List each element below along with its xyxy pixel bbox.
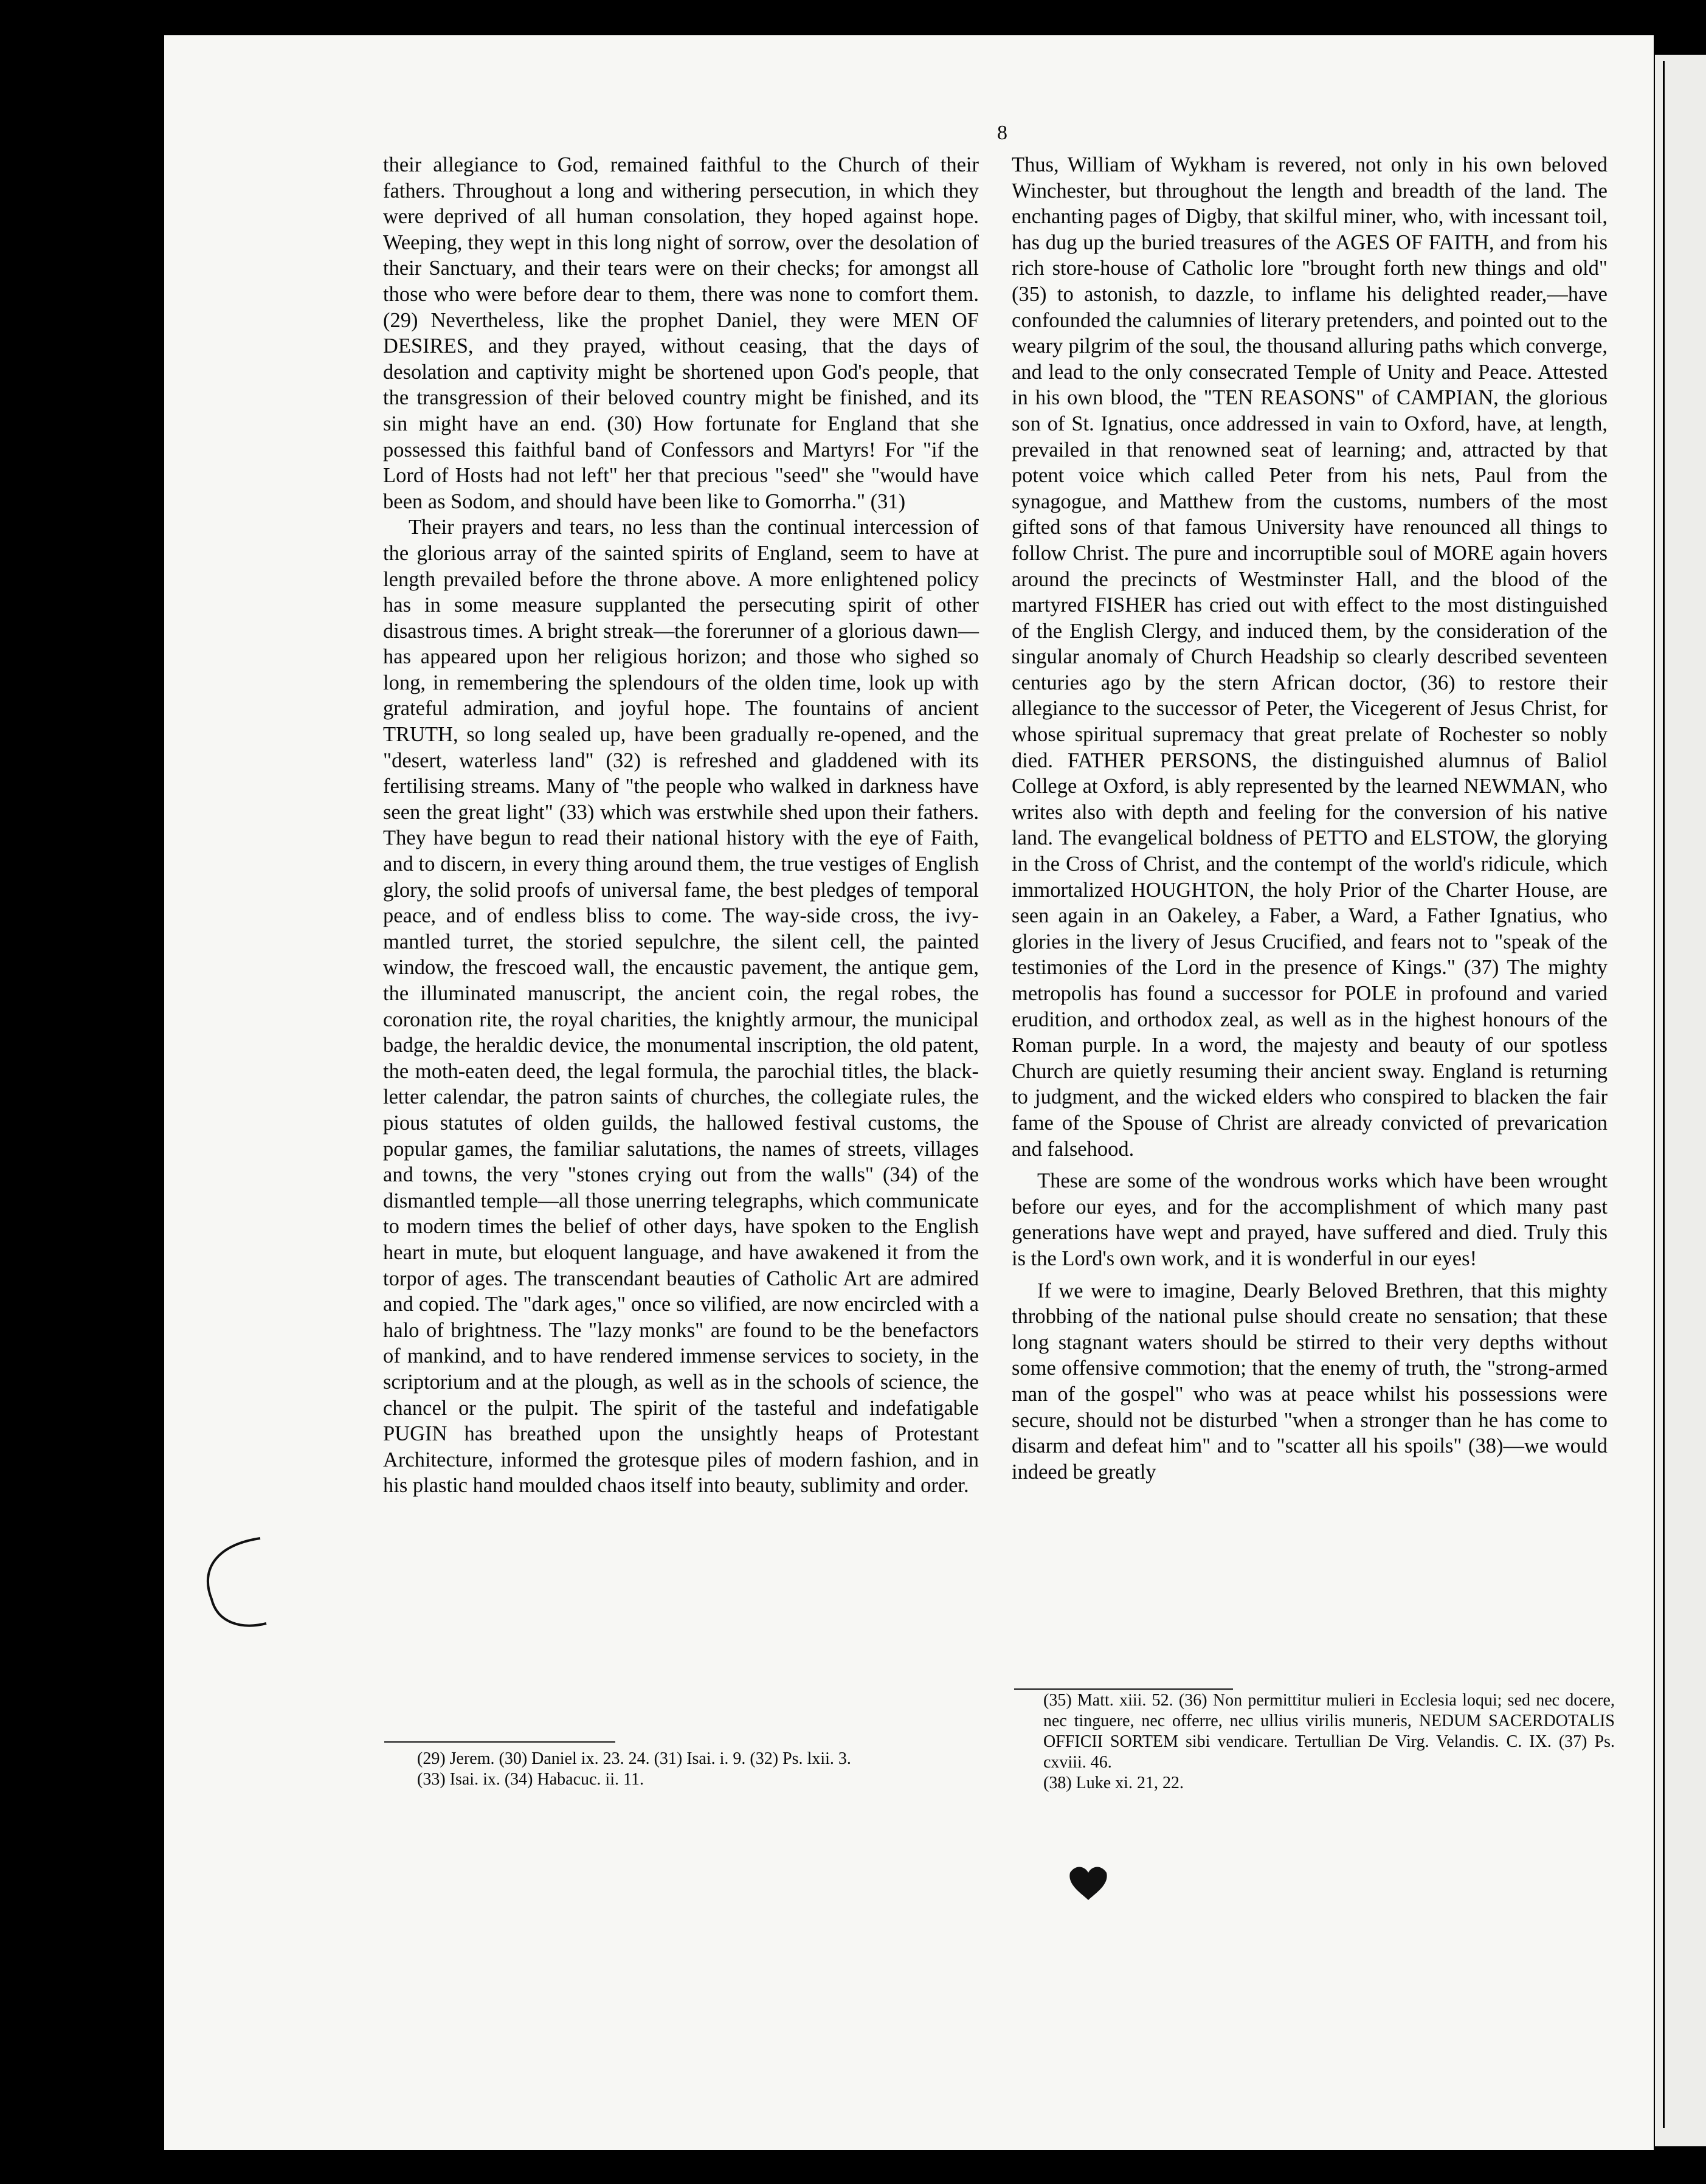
footnote-line: (35) Matt. xiii. 52. (36) Non permittitur mulieri in Ecclesia loqui; sed nec docere, nec tinguere, nec offerre, nec ullius virilis muneris, NEDUM SACERDOTALIS OFFICII SORTEM sibi vendicare. Tertullian De Virg. Velandis. C. IX. (37) Ps. cxviii. 46.: [1043, 1691, 1615, 1772]
footnotes-right: [1043, 1690, 1615, 1794]
folded-corner: [0, 2006, 97, 2110]
footnote-rule: [384, 1741, 615, 1743]
footnote-line: (33) Isai. ix. (34) Habacuc. ii. 11.: [417, 1770, 644, 1789]
page-number: 8: [997, 122, 1007, 144]
scan-mark-blot: [1064, 1861, 1113, 1909]
paragraph: their allegiance to God, remained faithful to the Church of their fathers. Throughout a long and withering persecution, in which they were deprived of all human consolation, they hoped against hope. Weeping, they wept in this long night of sorrow, over the desolation of their Sanctuary, and their tears were on their checks; for amongst all those who were before dear to them, there was none to comfort them. (29) Nevertheless, like the prophet Daniel, they were MEN OF DESIRES, and they prayed, without ceasing, that the days of desolation and captivity might be shortened upon God's people, that the transgression of their beloved country might be finished, and its sin might have an end. (30) How fortunate for England that she possessed this faithful band of Confessors and Martyrs! For "if the Lord of Hosts had not left" her that precious "seed" she "would have been as Sodom, and should have been like to Gomorrha." (31): [383, 153, 979, 513]
left-column: [383, 152, 979, 1499]
scan-mark-bracket: [193, 1532, 278, 1642]
footnote-rule: [1014, 1688, 1233, 1690]
footnote-line: (29) Jerem. (30) Daniel ix. 23. 24. (31) Isai. i. 9. (32) Ps. lxii. 3.: [417, 1749, 851, 1768]
paragraph: Thus, William of Wykham is revered, not only in his own beloved Winchester, but throughout the length and breadth of the land. The enchanting pages of Digby, that skilful miner, who, with incessant toil, has dug up the buried treasures of the AGES OF FAITH, and from his rich store-house of Catholic lore "brought forth new things and old" (35) to astonish, to dazzle, to inflame his delighted reader,—have confounded the calumnies of literary pretenders, and pointed out to the weary pilgrim of the soul, the thousand alluring paths which converge, and lead to the only consecrated Temple of Unity and Peace. Attested in his own blood, the "TEN REASONS" of CAMPIAN, the glorious son of St. Ignatius, once addressed in vain to Oxford, have, at length, prevailed in that renowned seat of learning; and, attracted by that potent voice which called Peter from his nets, Paul from the synagogue, and Matthew from the customs, numbers of the most gifted sons of that famous University have renounced all things to follow Christ. The pure and incorruptible soul of MORE again hovers around the precincts of Westminster Hall, and the blood of the martyred FISHER has cried out with effect to the most distinguished of the English Clergy, and induced them, by the consideration of the singular anomaly of Church Headship so clearly described seventeen centuries ago by the stern African doctor, (36) to restore their allegiance to the successor of Peter, the Vicegerent of Jesus Christ, for whose spiritual supremacy that great prelate of Rochester so nobly died. FATHER PERSONS, the distinguished alumnus of Baliol College at Oxford, is ably represented by the learned NEWMAN, who writes also with depth and feeling for the conversion of his native land. The evangelical boldness of PETTO and ELSTOW, the glorying in the Cross of Christ, and the contempt of the world's ridicule, which immortalized HOUGHTON, the holy Prior of the Charter House, are seen again in an Oakeley, a Faber, a Ward, a Father Ignatius, who glories in the livery of Jesus Crucified, and fears not to "speak of the testimonies of the Lord in the presence of Kings." (37) The mighty metropolis has found a successor for POLE in profound and varied erudition, and orthodox zeal, as well as in the highest honours of the Roman purple. In a word, the majesty and beauty of our spotless Church are quietly resuming their ancient sway. England is returning to judgment, and the wicked elders who conspired to blacken the fair fame of the Spouse of Christ are already convicted of prevarication and falsehood.: [1012, 153, 1608, 1161]
paragraph: Their prayers and tears, no less than the continual intercession of the glorious array of the sainted spirits of England, seem to have at length prevailed before the throne above. A more enlightened policy has in some measure supplanted the persecuting spirit of other disastrous times. A bright streak—the forerunner of a glorious dawn—has appeared upon her religious horizon; and those who sighed so long, in remembering the splendours of the olden time, look up with grateful admiration, and joyful hope. The fountains of ancient TRUTH, so long sealed up, have been gradually re-opened, and the "desert, waterless land" (32) is refreshed and gladdened with its fertilising streams. Many of "the people who walked in darkness have seen the great light" (33) which was erstwhile shed upon their fathers. They have begun to read their national history with the eye of Faith, and to discern, in every thing around them, the true vestiges of English glory, the solid proofs of universal fame, the best pledges of temporal peace, and of endless bliss to come. The way-side cross, the ivy-mantled turret, the storied sepulchre, the silent cell, the painted window, the frescoed wall, the encaustic pavement, the antique gem, the illuminated manuscript, the ancient coin, the regal robes, the coronation rite, the royal charities, the knightly armour, the municipal badge, the heraldic device, the monumental inscription, the old patent, the moth-eaten deed, the legal formula, the parochial titles, the black-letter calendar, the patron saints of churches, the collegiate rules, the pious statutes of olden guilds, the hallowed festival customs, the popular games, the familiar salutations, the names of streets, villages and towns, the very "stones crying out from the walls" (34) of the dismantled temple—all those unerring telegraphs, which communicate to modern times the belief of other days, have spoken to the English heart in mute, but eloquent language, and have awakened it from the torpor of ages. The transcendant beauties of Catholic Art are admired and copied. The "dark ages," once so vilified, are now encircled with a halo of brightness. The "lazy monks" are found to be the benefactors of mankind, and to have rendered immense services to society, in the scriptorium and at the plough, as well as in the schools of science, the chancel or the pulpit. The spirit of the tasteful and indefatigable PUGIN has breathed upon the unsightly heaps of Protestant Architecture, informed the grotesque piles of modern fashion, and in his plastic hand moulded chaos itself into beauty, sublimity and order.: [383, 516, 979, 1498]
footnotes-left: [417, 1749, 1001, 1790]
page-gutter-line: [1663, 61, 1665, 2128]
paragraph: These are some of the wondrous works which have been wrought before our eyes, and for the accomplishment of which many past generations have wept and prayed, have suffered and died. Truly this is the Lord's own work, and it is wonderful in our eyes!: [1012, 1169, 1608, 1270]
right-column: [1012, 152, 1608, 1485]
footnote-line: (38) Luke xi. 21, 22.: [1043, 1774, 1184, 1792]
paragraph: If we were to imagine, Dearly Beloved Brethren, that this mighty throbbing of the national pulse should create no sensation; that these long stagnant waters should be stirred to their very depths without some offensive commotion; that the enemy of truth, the "strong-armed man of the gospel" who was at peace whilst his possessions were secure, should not be disturbed "when a stronger than he has come to disarm and defeat him" and to "scatter all his spoils" (38)—we would indeed be greatly: [1012, 1279, 1608, 1484]
